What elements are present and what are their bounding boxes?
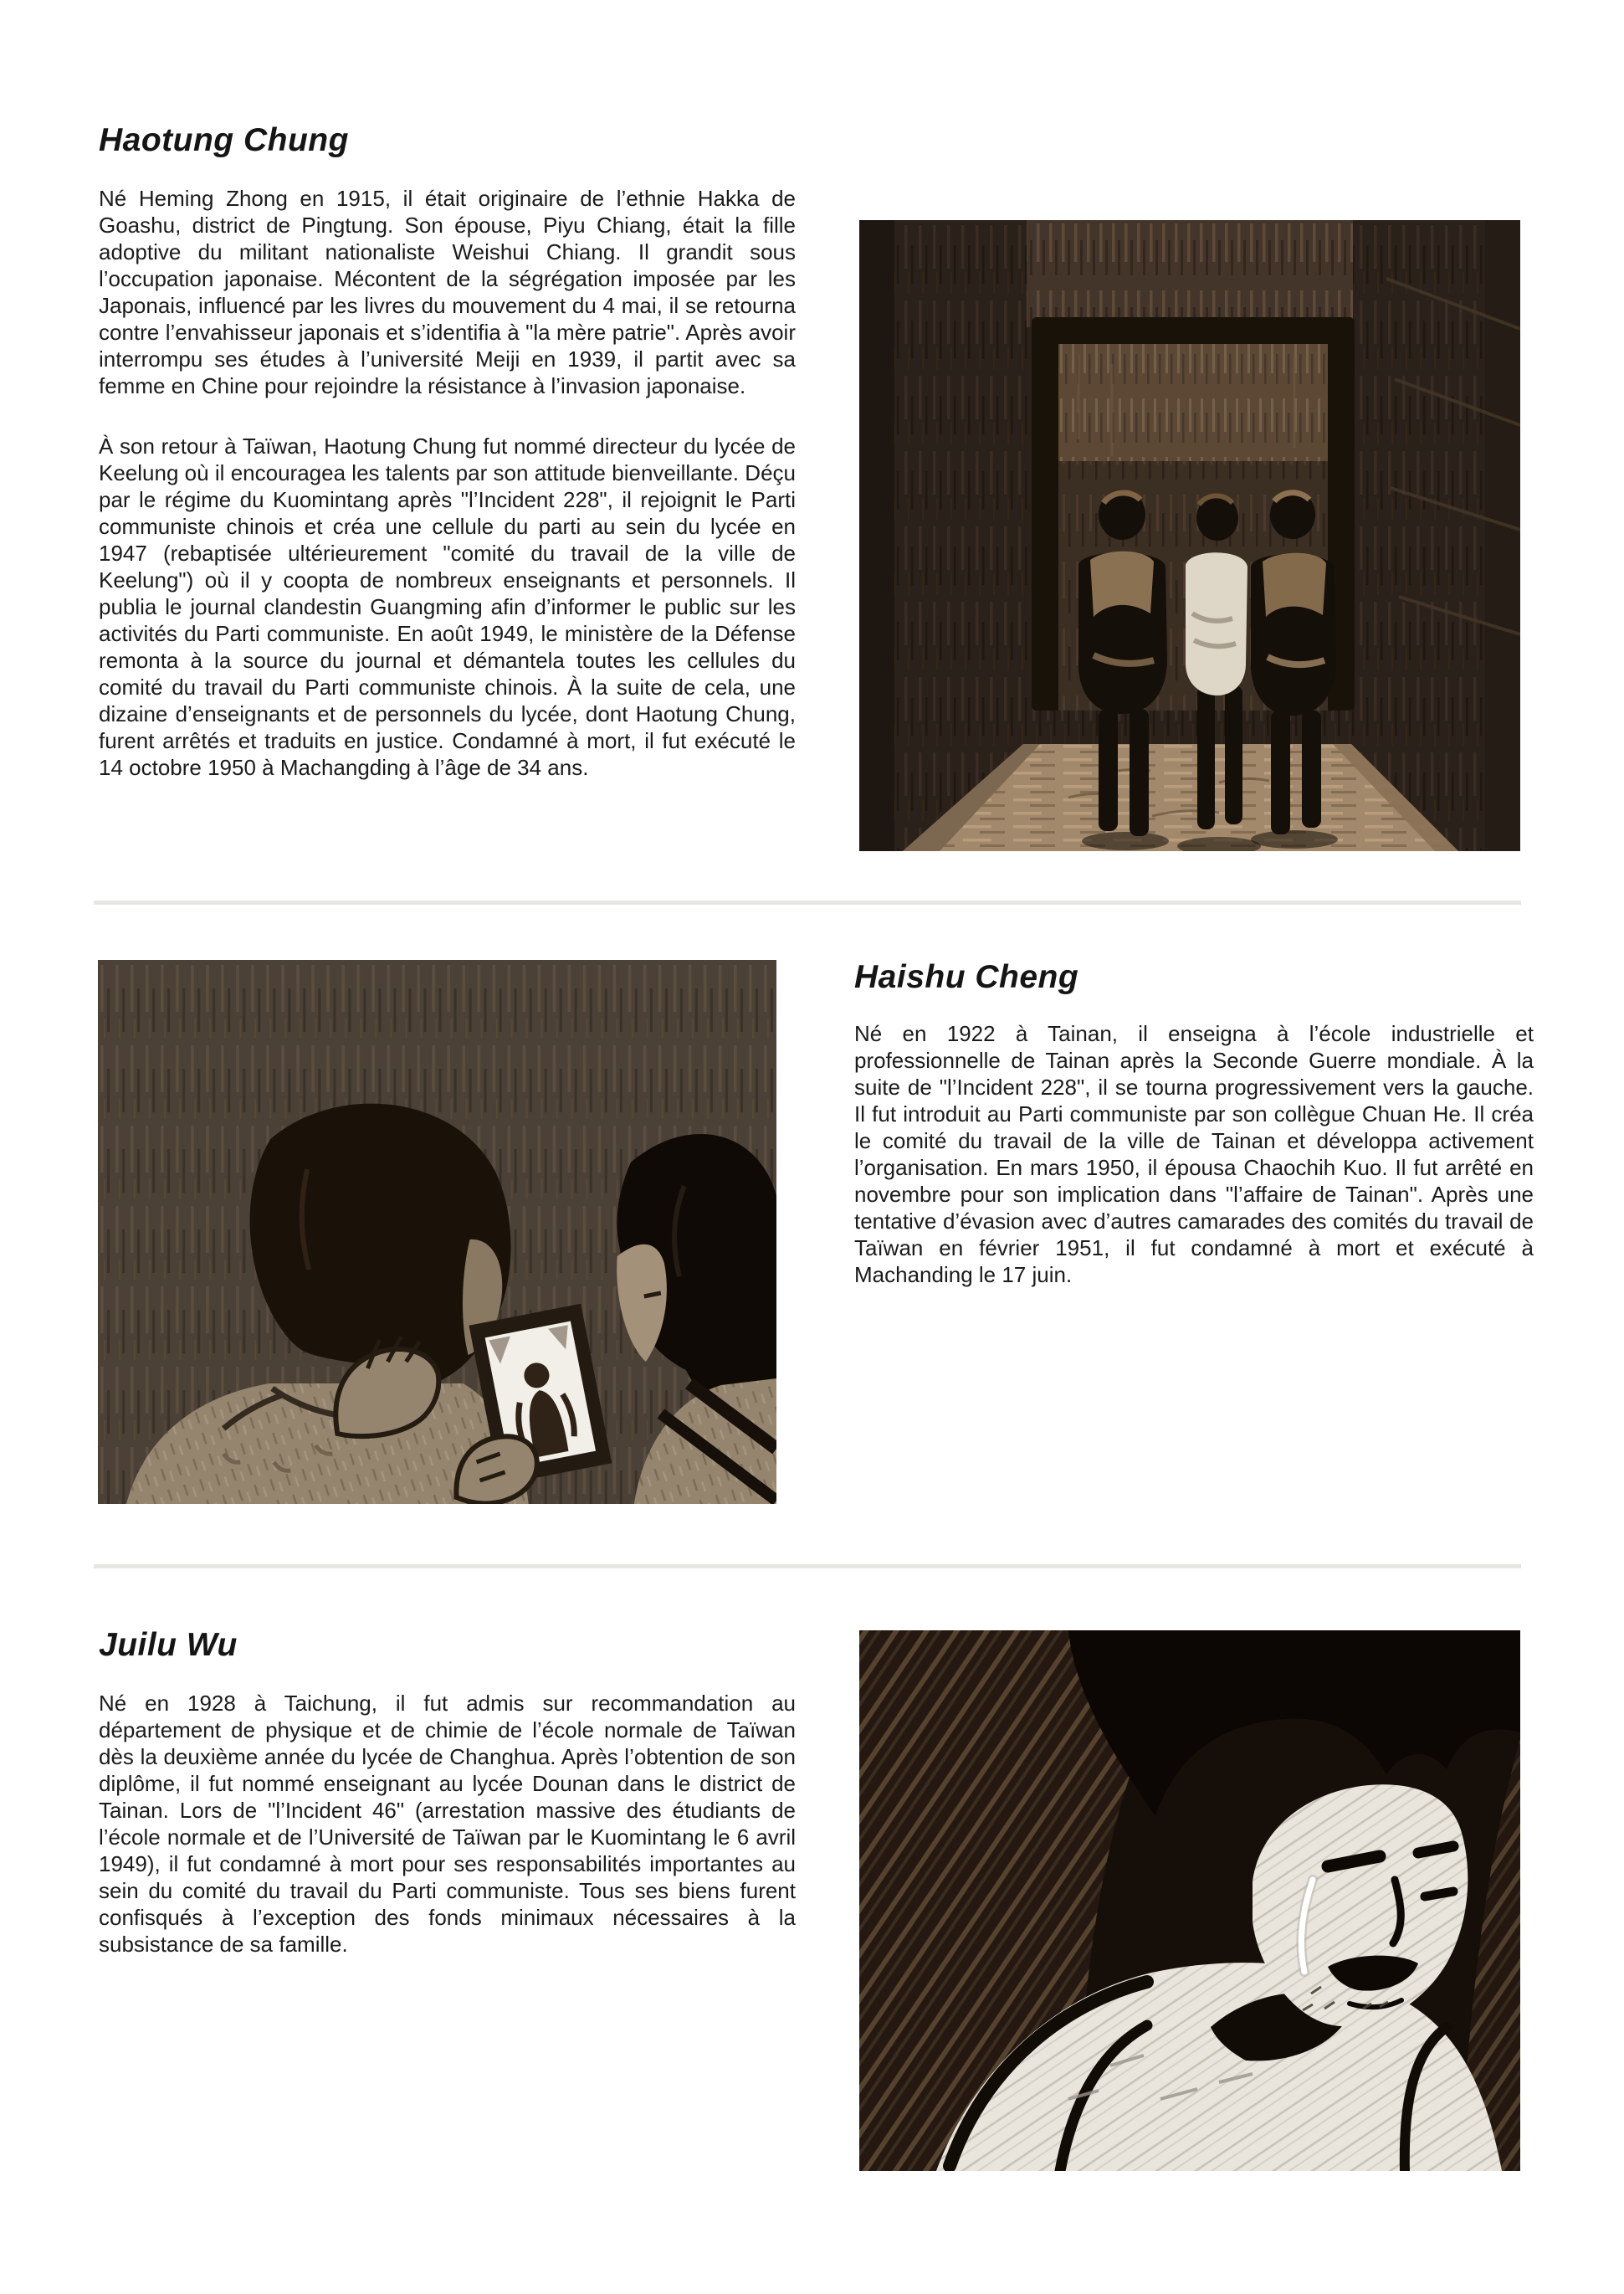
section-title-haishu-cheng: Haishu Cheng [854, 959, 1079, 995]
bio-paragraph: À son retour à Taïwan, Haotung Chung fut nommé directeur du lycée de Keelung où il encouragea les talents par son attitude bienveillante. Déçu par le régime du Kuomintang après "l’Incident 228", il rejoignit le Parti communiste chinois et créa une cellule du parti au sein du lycée en 1947 (rebaptisée ultérieurement "comité du travail de la ville de Keelung") où il y coopta de nombreux enseignants et personnels. Il publia le journal clandestin Guangming afin d’informer le public sur les activités du Parti communiste. En août 1949, le ministère de la Défense remonta à la source du journal et démantela toutes les cellules du comité du travail du Parti communiste chinois. À la suite de cela, une dizaine d’enseignants et de personnels du lycée, dont Haotung Chung, furent arrêtés et traduits en justice. Condamné à mort, il fut exécuté le 14 octobre 1950 à Machangding à l’âge de 34 ans. [99, 433, 796, 780]
three-figures-corridor-image [859, 220, 1520, 851]
bio-paragraph: Né Heming Zhong en 1915, il était originaire de l’ethnie Hakka de Goashu, district de Pingtung. Son épouse, Piyu Chiang, était la fille adoptive du militant nationaliste Weishui Chiang. Il grandit sous l’occupation japonaise. Mécontent de la ségrégation imposée par les Japonais, influencé par les livres du mouvement du 4 mai, il se retourna contre l’envahisseur japonais et s’identifia à "la mère patrie". Après avoir interrompu ses études à l’université Meiji en 1939, il partit avec sa femme en Chine pour rejoindre la résistance à l’invasion japonaise. [99, 185, 796, 398]
section-divider [94, 1564, 1521, 1568]
section-haotung-chung [99, 122, 796, 781]
crying-man-image [859, 1630, 1520, 2171]
section-title-haotung-chung: Haotung Chung [99, 122, 349, 158]
bio-paragraph: Né en 1922 à Tainan, il enseigna à l’école industrielle et professionnelle de Tainan après la Seconde Guerre mondiale. À la suite de "l’Incident 228", il se tourna progressivement vers la gauche. Il fut introduit au Parti communiste par son collègue Chuan He. Il créa le comité du travail de la ville de Tainan et développa activement l’organisation. En mars 1950, il épousa Chaochih Kuo. Il fut arrêté en novembre pour son implication dans "l’affaire de Tainan". Après une tentative d’évasion avec d’autres camarades des comités du travail de Taïwan en février 1951, il fut condamné à mort et exécuté à Machanding le 17 juin. [854, 1020, 1534, 1287]
illustration-two-people-photo [98, 960, 776, 1504]
two-people-photo-image [98, 960, 776, 1504]
section-haishu-cheng [854, 959, 1534, 1288]
illustration-crying-man [859, 1630, 1520, 2171]
bio-paragraph: Né en 1928 à Taichung, il fut admis sur recommandation au département de physique et de chimie de l’école normale de Taïwan dès la deuxième année du lycée de Changhua. Après l’obtention de son diplôme, il fut nommé enseignant au lycée Dounan dans le district de Tainan. Lors de "l’Incident 46" (arrestation massive des étudiants de l’école normale et de l’Université de Taïwan par le Kuomintang le 6 avril 1949), il fut condamné à mort pour ses responsabilités importantes au sein du comité du travail du Parti communiste. Tous ses biens furent confisqués à l’exception des fonds minimaux nécessaires à la subsistance de sa famille. [99, 1690, 796, 1957]
section-juilu-wu [99, 1627, 796, 1958]
section-title-juilu-wu: Juilu Wu [99, 1627, 238, 1663]
illustration-three-figures-corridor [859, 220, 1520, 851]
section-divider [94, 901, 1521, 905]
